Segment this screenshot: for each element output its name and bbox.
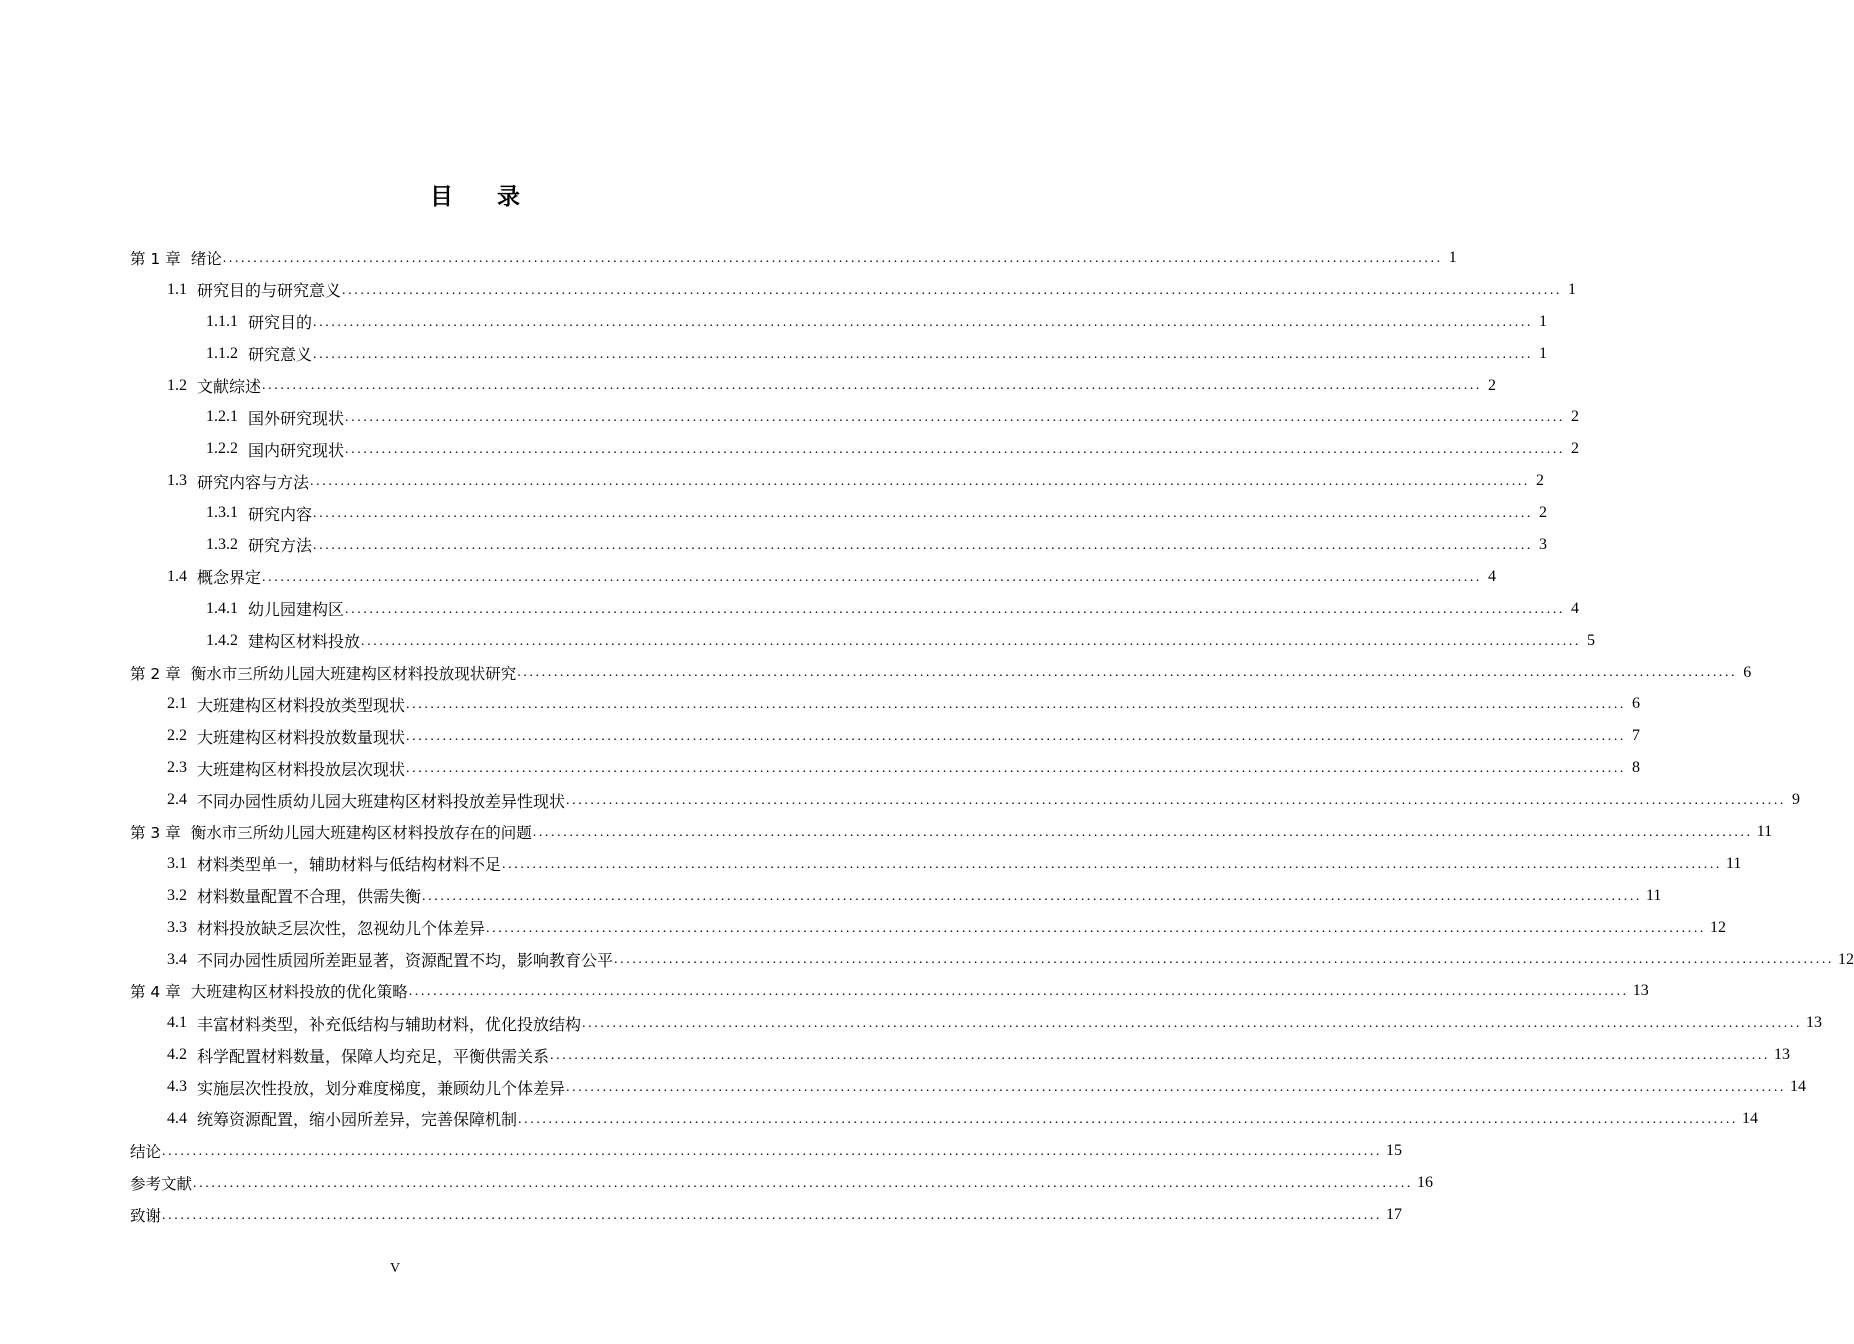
toc-entry-number: 第 3 章	[130, 823, 181, 842]
dot-leader: ........................................................................................................................................................................................................	[313, 346, 1534, 362]
toc-entry-title: 幼儿园建构区	[248, 602, 345, 620]
toc-entry-title: 衡水市三所幼儿园大班建构区材料投放存在的问题	[190, 823, 532, 842]
toc-entry[interactable]	[130, 465, 1545, 497]
dot-leader: ........................................................................................................................................................................................................	[406, 697, 1627, 713]
toc-entry-page: 11	[1726, 854, 1742, 872]
toc-entry-page: 12	[1710, 918, 1727, 936]
toc-entry-title: 建构区材料投放	[248, 634, 361, 652]
toc-entry[interactable]	[130, 274, 1577, 306]
toc-entry[interactable]	[130, 306, 1548, 338]
dot-leader: ........................................................................................................................................................................................................	[582, 1016, 1803, 1032]
dot-leader: ........................................................................................................................................................................................................	[532, 824, 1753, 840]
toc-entry-page: 13	[1806, 1014, 1823, 1032]
toc-entry-page: 6	[1743, 663, 1752, 681]
toc-entry-title: 研究意义	[248, 347, 313, 365]
toc-entry-number: 3.1	[167, 854, 187, 872]
dot-leader: ........................................................................................................................................................................................................	[614, 952, 1835, 968]
toc-entry-number: 1.4.1	[206, 599, 238, 617]
dot-leader: ........................................................................................................................................................................................................	[486, 920, 1707, 936]
toc-entry-title: 国外研究现状	[248, 410, 345, 428]
dot-leader: ........................................................................................................................................................................................................	[222, 250, 1443, 266]
toc-entry[interactable]	[130, 688, 1641, 720]
toc-entry-title: 研究目的	[248, 315, 313, 333]
toc-entry[interactable]	[130, 657, 1752, 689]
toc-entry-title: 研究内容与方法	[197, 474, 310, 492]
toc-entry-number: 1.2.1	[206, 408, 238, 426]
toc-entry-title: 致谢	[130, 1206, 162, 1225]
page-title: 目 录	[429, 184, 538, 210]
toc-entry[interactable]	[130, 529, 1548, 561]
toc-entry-title: 衡水市三所幼儿园大班建构区材料投放现状研究	[190, 664, 517, 683]
toc-entry-page: 5	[1587, 631, 1596, 649]
toc-entry-title: 参考文献	[130, 1174, 193, 1193]
toc-entry-title: 不同办园性质园所差距显著，资源配置不均，影响教育公平	[197, 953, 614, 971]
toc-entry-page: 11	[1756, 822, 1773, 840]
toc-entry-title: 国内研究现状	[248, 442, 345, 460]
toc-entry-number: 1.1.1	[206, 312, 238, 330]
toc-entry-page: 3	[1539, 535, 1548, 553]
dot-leader: ........................................................................................................................................................................................................	[422, 888, 1643, 904]
toc-entry[interactable]	[130, 1103, 1759, 1135]
toc-entry-number: 3.2	[167, 886, 187, 904]
toc-entry-page: 15	[1386, 1141, 1403, 1159]
dot-leader: ........................................................................................................................................................................................................	[517, 665, 1738, 681]
toc-entry[interactable]	[130, 561, 1497, 593]
toc-entry-title: 结论	[130, 1142, 162, 1161]
toc-entry-number: 2.4	[167, 791, 187, 809]
toc-entry-number: 4.2	[167, 1046, 187, 1064]
toc-entry[interactable]	[130, 816, 1773, 848]
dot-leader: ........................................................................................................................................................................................................	[550, 1048, 1771, 1064]
dot-leader: ........................................................................................................................................................................................................	[313, 506, 1534, 522]
toc-entry-title: 大班建构区材料投放数量现状	[197, 729, 406, 747]
toc-entry-page: 12	[1838, 950, 1854, 968]
dot-leader: ........................................................................................................................................................................................................	[313, 314, 1534, 330]
toc-entry-title: 大班建构区材料投放层次现状	[197, 761, 406, 779]
dot-leader: ........................................................................................................................................................................................................	[262, 378, 1483, 394]
toc-entry[interactable]	[130, 625, 1596, 657]
toc-entry-page: 13	[1774, 1046, 1791, 1064]
toc-entry[interactable]	[130, 1167, 1434, 1199]
toc-entry-number: 1.4.2	[206, 631, 238, 649]
footer-page-number: V	[389, 1261, 401, 1276]
dot-leader: ........................................................................................................................................................................................................	[518, 1111, 1739, 1127]
toc-entry-number: 1.3.1	[206, 504, 238, 522]
toc-entry-page: 14	[1742, 1109, 1759, 1127]
toc-entry[interactable]	[130, 880, 1662, 912]
toc-entry-page: 2	[1571, 408, 1580, 426]
toc-entry[interactable]	[130, 752, 1641, 784]
toc-entry-title: 研究目的与研究意义	[197, 283, 342, 301]
toc-entry-number: 2.3	[167, 759, 187, 777]
toc-entry-title: 材料类型单一，辅助材料与低结构材料不足	[197, 857, 502, 875]
toc-entry-title: 材料数量配置不合理，供需失衡	[197, 889, 422, 907]
toc-entry-title: 统筹资源配置，缩小园所差异，完善保障机制	[197, 1112, 518, 1130]
toc-entry-number: 3.4	[167, 950, 187, 968]
toc-entry[interactable]	[130, 784, 1801, 816]
dot-leader: ........................................................................................................................................................................................................	[162, 1207, 1383, 1223]
dot-leader: ........................................................................................................................................................................................................	[345, 442, 1566, 458]
toc-entry-number: 2.2	[167, 727, 187, 745]
toc-entry[interactable]	[130, 433, 1580, 465]
toc-entry-page: 1	[1568, 280, 1577, 298]
toc-entry-title: 丰富材料类型，补充低结构与辅助材料，优化投放结构	[197, 1016, 582, 1034]
dot-leader: ........................................................................................................................................................................................................	[502, 856, 1723, 872]
toc-entry-page: 2	[1536, 472, 1545, 490]
dot-leader: ........................................................................................................................................................................................................	[193, 1175, 1414, 1191]
table-of-contents	[130, 242, 1854, 1231]
dot-leader: ........................................................................................................................................................................................................	[262, 569, 1483, 585]
toc-entry[interactable]	[130, 593, 1580, 625]
dot-leader: ........................................................................................................................................................................................................	[313, 537, 1534, 553]
toc-entry-number: 1.3	[167, 472, 187, 490]
toc-entry-page: 1	[1539, 344, 1548, 362]
toc-entry-number: 第 1 章	[130, 249, 181, 268]
dot-leader: ........................................................................................................................................................................................................	[310, 474, 1531, 490]
toc-entry-number: 3.3	[167, 918, 187, 936]
toc-entry-number: 4.3	[167, 1078, 187, 1096]
toc-entry-page: 1	[1539, 312, 1548, 330]
toc-entry-page: 9	[1792, 791, 1801, 809]
toc-entry-title: 研究方法	[248, 538, 313, 556]
toc-entry-page: 1	[1448, 248, 1457, 266]
toc-entry-title: 大班建构区材料投放的优化策略	[190, 983, 408, 1002]
toc-entry-number: 1.4	[167, 567, 187, 585]
dot-leader: ........................................................................................................................................................................................................	[566, 1080, 1787, 1096]
toc-entry[interactable]	[130, 720, 1641, 752]
toc-entry-page: 17	[1386, 1205, 1403, 1223]
dot-leader: ........................................................................................................................................................................................................	[408, 984, 1629, 1000]
toc-entry-page: 6	[1632, 695, 1641, 713]
toc-entry[interactable]	[130, 1071, 1807, 1103]
toc-entry-number: 第 4 章	[130, 983, 181, 1002]
toc-entry-page: 16	[1417, 1173, 1434, 1191]
toc-entry[interactable]	[130, 975, 1649, 1007]
toc-entry-title: 文献综述	[197, 379, 262, 396]
toc-entry[interactable]	[130, 848, 1742, 880]
toc-entry-number: 1.3.2	[206, 535, 238, 553]
toc-entry-title: 研究内容	[248, 506, 313, 524]
dot-leader: ........................................................................................................................................................................................................	[566, 793, 1787, 809]
dot-leader: ........................................................................................................................................................................................................	[345, 410, 1566, 426]
toc-entry[interactable]	[130, 401, 1580, 433]
toc-entry[interactable]	[130, 338, 1548, 370]
toc-entry-number: 1.2	[167, 376, 187, 394]
dot-leader: ........................................................................................................................................................................................................	[162, 1143, 1383, 1159]
dot-leader: ........................................................................................................................................................................................................	[361, 633, 1582, 649]
toc-entry-number: 1.1	[167, 280, 187, 298]
toc-entry[interactable]	[130, 1007, 1823, 1039]
toc-entry-title: 绪论	[190, 249, 222, 268]
toc-entry-number: 1.1.2	[206, 344, 238, 362]
toc-entry-title: 不同办园性质幼儿园大班建构区材料投放差异性现状	[197, 793, 566, 811]
toc-entry-page: 14	[1790, 1078, 1807, 1096]
toc-entry-page: 7	[1632, 727, 1641, 745]
toc-entry[interactable]	[130, 1199, 1403, 1231]
toc-entry[interactable]	[130, 1135, 1403, 1167]
toc-entry-title: 材料投放缺乏层次性，忽视幼儿个体差异	[197, 921, 486, 939]
toc-entry[interactable]	[130, 1039, 1791, 1071]
toc-entry[interactable]	[130, 497, 1548, 529]
toc-entry-page: 2	[1571, 440, 1580, 458]
toc-entry-title: 科学配置材料数量，保障人均充足，平衡供需关系	[197, 1048, 550, 1066]
dot-leader: ........................................................................................................................................................................................................	[345, 601, 1566, 617]
toc-entry-page: 2	[1488, 376, 1497, 394]
toc-entry-title: 大班建构区材料投放类型现状	[197, 697, 406, 715]
toc-entry-page: 11	[1646, 886, 1662, 904]
toc-entry-page: 4	[1571, 599, 1580, 617]
toc-entry-page: 8	[1632, 759, 1641, 777]
toc-entry-page: 2	[1539, 504, 1548, 522]
toc-entry-number: 1.2.2	[206, 440, 238, 458]
toc-entry-page: 4	[1488, 567, 1497, 585]
toc-entry-number: 4.4	[167, 1109, 187, 1127]
toc-entry[interactable]	[130, 912, 1727, 944]
toc-entry-title: 概念界定	[197, 570, 262, 588]
toc-entry-number: 第 2 章	[130, 664, 181, 683]
toc-entry[interactable]	[130, 370, 1497, 402]
toc-entry[interactable]	[130, 242, 1457, 274]
dot-leader: ........................................................................................................................................................................................................	[406, 729, 1627, 745]
toc-entry-number: 4.1	[167, 1014, 187, 1032]
toc-entry-number: 2.1	[167, 695, 187, 713]
toc-entry[interactable]	[130, 944, 1854, 976]
dot-leader: ........................................................................................................................................................................................................	[406, 761, 1627, 777]
toc-entry-page: 13	[1632, 982, 1649, 1000]
toc-entry-title: 实施层次性投放，划分难度梯度，兼顾幼儿个体差异	[197, 1080, 566, 1098]
dot-leader: ........................................................................................................................................................................................................	[342, 282, 1563, 298]
